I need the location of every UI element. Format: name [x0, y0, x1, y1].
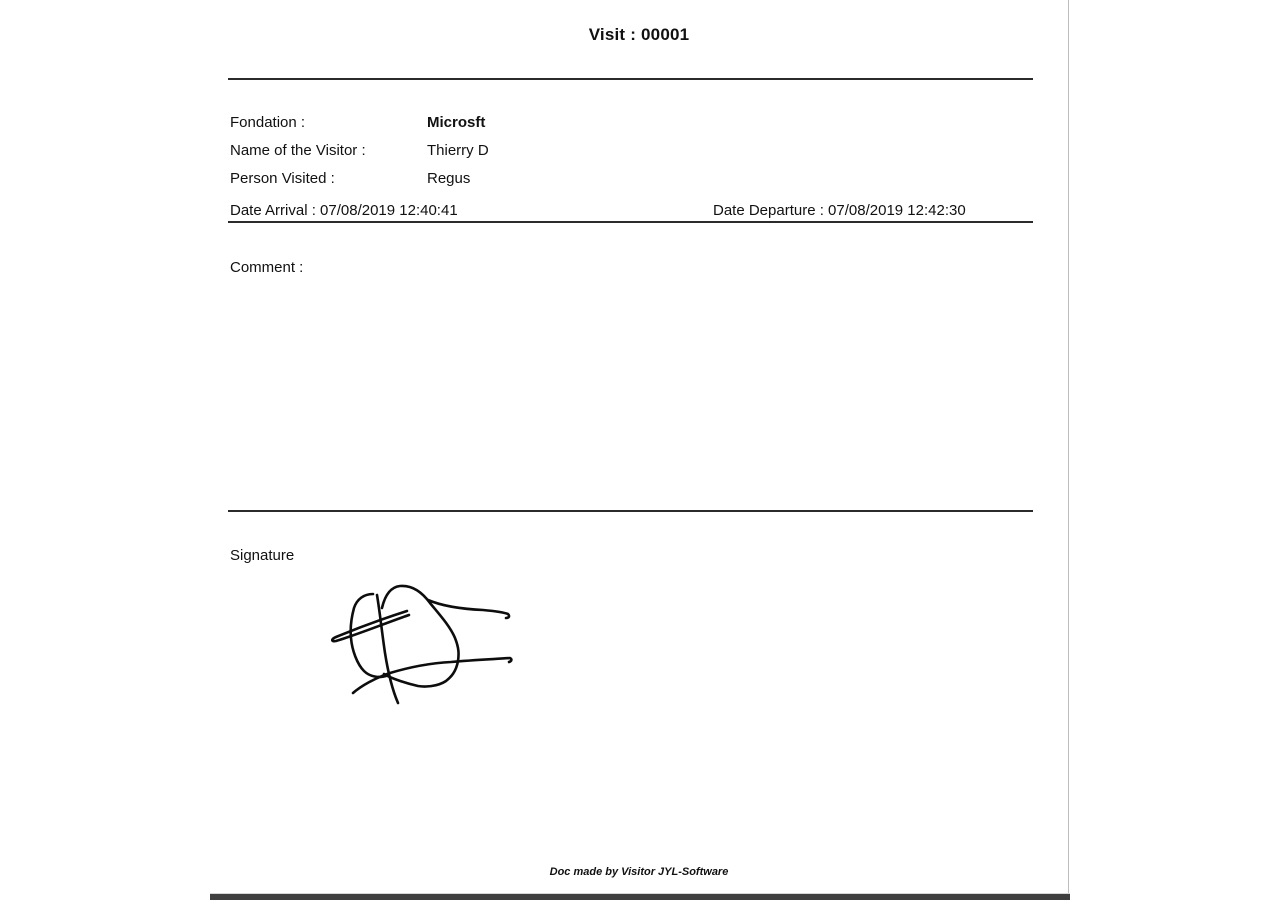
signature-label: Signature	[230, 547, 295, 564]
report-page	[210, 0, 1069, 893]
fondation-label: Fondation :	[230, 114, 306, 131]
date-departure-text: Date Departure : 07/08/2019 12:42:30	[713, 202, 966, 219]
signature-stroke-descender	[377, 595, 398, 703]
person-visited-value: Regus	[427, 170, 471, 187]
footer-credit: Doc made by Visitor JYL-Software	[549, 866, 729, 878]
header-divider	[228, 78, 1033, 80]
date-arrival-text: Date Arrival : 07/08/2019 12:40:41	[230, 202, 458, 219]
comment-label: Comment :	[230, 259, 304, 276]
dates-divider	[228, 221, 1033, 223]
signature-stroke-mid-line	[353, 658, 511, 693]
page-bottom-edge	[210, 893, 1070, 900]
fondation-value: Microsft	[427, 114, 486, 131]
signature-scribble	[320, 575, 540, 715]
page-title: Visit : 00001	[588, 25, 690, 44]
visitor-name-label: Name of the Visitor :	[230, 142, 366, 159]
visitor-name-value: Thierry D	[427, 142, 489, 159]
signature-stroke-slash	[332, 611, 409, 641]
comment-section-divider	[228, 510, 1033, 512]
person-visited-label: Person Visited :	[230, 170, 335, 187]
